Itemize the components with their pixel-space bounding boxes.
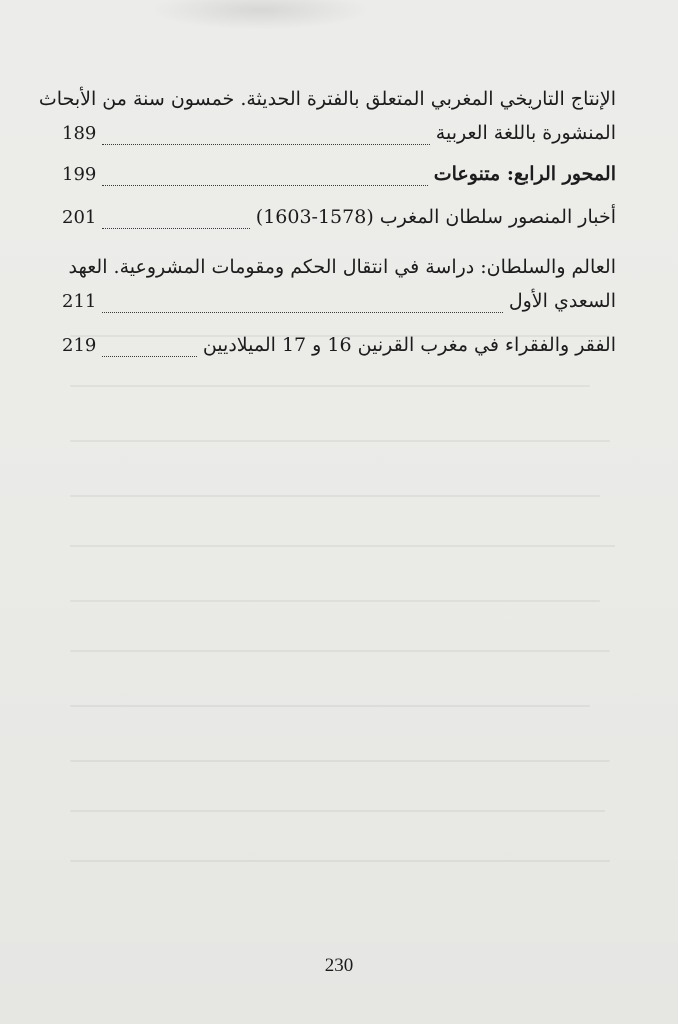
toc-entry-title: أخبار المنصور سلطان المغرب (1578-1603) [255, 206, 616, 228]
toc-entry-line [62, 122, 616, 152]
toc-entry-line [62, 290, 616, 320]
leader-dots [102, 214, 249, 229]
toc-entry-line [62, 256, 616, 286]
leader-dots [102, 171, 427, 186]
toc-page-number: 189 [62, 123, 97, 144]
toc-entry-title: السعدي الأول [508, 290, 616, 312]
leader-dots [102, 342, 196, 357]
toc-page-number: 211 [62, 291, 97, 312]
toc-page-number: 201 [62, 207, 97, 228]
leader-dots [102, 130, 429, 145]
toc-entry-title: المنشورة باللغة العربية [435, 122, 616, 144]
toc-entry-line [38, 88, 616, 118]
toc-entry-line [62, 206, 616, 236]
section-heading: المحور الرابع: متنوعات [433, 163, 616, 185]
toc-page-number: 199 [62, 164, 97, 185]
toc-page-number: 219 [62, 335, 97, 356]
toc-entry-title: الفقر والفقراء في مغرب القرنين 16 و 17 الميلاديين [202, 334, 616, 356]
toc-entry-line [62, 163, 616, 193]
toc-entry-title: الإنتاج التاريخي المغربي المتعلق بالفترة الحديثة. خمسون سنة من الأبحاث [38, 88, 616, 110]
toc-entry-line [62, 334, 616, 364]
toc-entry-title: العالم والسلطان: دراسة في انتقال الحكم ومقومات المشروعية. العهد [68, 256, 616, 278]
leader-dots [102, 298, 502, 313]
page-number: 230 [324, 955, 354, 976]
